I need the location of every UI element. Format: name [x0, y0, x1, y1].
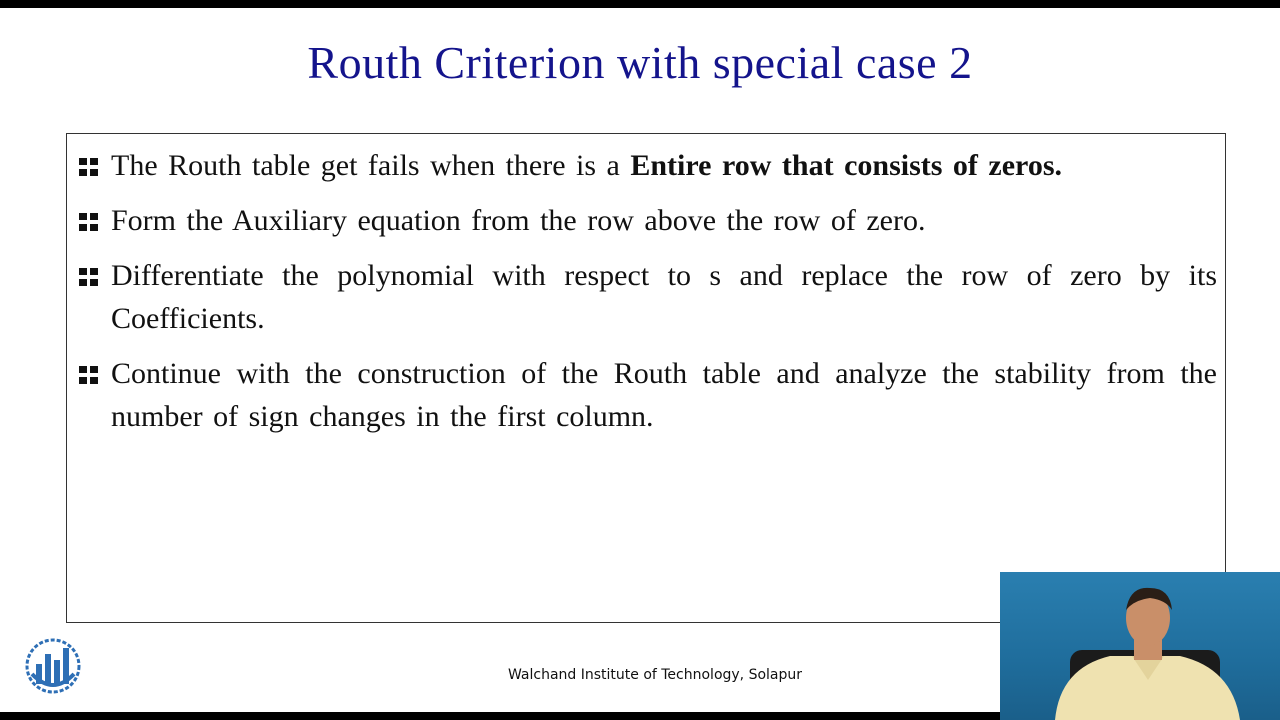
bullet-item: [77, 352, 1217, 438]
square-cross-bullet-icon: [79, 213, 99, 231]
bullet-item: [77, 199, 1217, 242]
slide-title: Routh Criterion with special case 2: [307, 37, 973, 88]
footer-institute-name: Walchand Institute of Technology, Solapur: [507, 667, 803, 683]
content-box: [66, 133, 1226, 623]
bullet-text: Form the Auxiliary equation from the row above the row of zero.: [111, 204, 926, 237]
presenter-silhouette: [1000, 572, 1280, 720]
bullet-bold-text: Entire row that consists of zeros.: [630, 149, 1062, 182]
square-cross-bullet-icon: [79, 366, 99, 384]
bullet-item: [77, 144, 1217, 187]
bullet-text: Continue with the construction of the Routh table and analyze the stability from the number of sign changes in the first column.: [111, 357, 1217, 433]
bullet-text: Differentiate the polynomial with respect to s and replace the row of zero by its Coefficients.: [111, 259, 1217, 335]
institute-logo-icon: [24, 630, 82, 704]
square-cross-bullet-icon: [79, 158, 99, 176]
bullet-text: The Routh table get fails when there is a: [111, 149, 631, 182]
bullet-list: [77, 144, 1217, 450]
square-cross-bullet-icon: [79, 268, 99, 286]
bullet-item: [77, 254, 1217, 340]
presenter-video: [1000, 572, 1280, 720]
